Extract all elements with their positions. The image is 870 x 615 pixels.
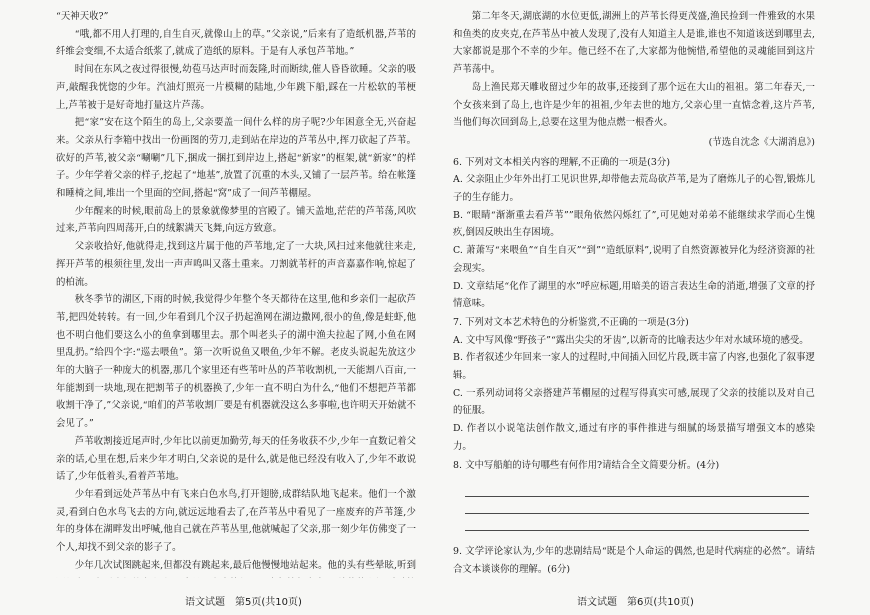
question-6 [453, 154, 815, 313]
right-page [453, 8, 815, 578]
answer-line[interactable] [465, 514, 809, 531]
left-paragraph: “天神天收?” [56, 11, 109, 22]
question-stem: 9. 文学评论家认为,少年的悲剧结局“既是个人命运的偶然,也是时代病症的必然”。请结合文本谈谈你的理解。(6分) [453, 546, 815, 575]
question-stem: 8. 文中写船舶的诗句哪些有何作用?请结合全文简要分析。(4分) [453, 459, 720, 471]
answer-option[interactable]: A. 父亲阻止少年外出打工见识世界,却带他去荒岛砍芦苇,是为了磨炼儿子的心智,锻炼儿子的生存能力。 [453, 174, 815, 204]
left-paragraph: 秋冬季节的湖区,下雨的时候,我觉得少年整个冬天都待在这里,他和乡亲们一起砍芦苇,把四处转转。有一回,少年看到几个汉子扔起渔网在湖边撒网,很小的鱼,像是蛀虾,他也不明白他们要这么小的鱼拿到哪里去。那个叫老头子的湖中渔夫拉起了网,小鱼在网里乱扔。”给四个字:“巡去喂鱼”。第一次听说鱼又喂鱼,少年不解。老皮头说起先放这少年的大脑子一种庞大的机器,那几个家里还有些苇叶丛的芦苇收割机,一天能割八百亩,一年能割到一块地,现在把割苇子的机器换了,少年一直不明白为什么,“他们不想把芦苇都收割干净了,”父亲说,“咱们的芦苇收割厂要是有机器就没这么多事啦,也许明天开始就不会见了。” [56, 294, 416, 430]
question-8 [453, 457, 815, 532]
answer-option[interactable]: B. 作者叙述少年回来一家人的过程时,中间插入回忆片段,既丰富了内容,也强化了叙事逻辑。 [453, 352, 815, 382]
left-passage [56, 8, 416, 578]
left-paragraph: 时间在东风之夜过得很慢,幼苞马达声时而轰隆,时而断续,催人昏昏欲睡。父亲的吸声,敲醒我恍惚的少年。汽油灯照亮一片模糊的陆地,少年跳下船,踩在一片松软的苇梗上,芦苇被于是好奇地打量这片芦荡。 [56, 64, 416, 111]
left-paragraph: 把“家”安在这个陌生的岛上,父亲要盖一间什么样的房子呢?少年困意全无,兴奋起来。父亲从行李箱中找出一份画图的劳刀,走到站在岸边的芦苇丛中,挥刀砍起了芦苇。砍好的芦苇,被父亲“唰唰”几下,捆成一捆扛到岸边上,搭起“新家”的框架,就“新家”的样子。少年学着父亲的样子,挖起了“地基”,放置了沉重的木头,又铺了一层芦苇。给在帐篷和睡椅之间,堆出一个里面的空间,搭起“窝”成了一间芦苇棚屋。 [56, 117, 416, 200]
left-paragraph: 少年看到远处芦苇丛中有飞来白色水鸟,打开翅膀,成群结队地飞起来。他们一个激灵,看到白色水鸟飞去的方向,就远远地看去了,在芦苇丛中看见了一座废弃的芦苇篷,少年的身体在湖畔发出呼喊,他自己就在芦苇丛里,他就喊起了父亲,那一刻少年仿佛变了一个人,却找不到父亲的影子了。 [56, 488, 416, 554]
question-stem: 7. 下列对文本艺术特色的分析鉴赏,不正确的一项是(3分) [453, 316, 689, 328]
answer-option[interactable]: C. 萧萧写“来喂鱼”“自生自灭”“到”“造纸原料”,说明了自然资源被异化为经济资源的社会现实。 [453, 245, 815, 274]
answer-area[interactable] [453, 480, 815, 531]
question-9 [453, 543, 815, 578]
left-paragraph: 芦苇收割接近尾声时,少年比以前更加勤劳,每天的任务收获不少,少年一直数记着父亲的话,心里在想,后来少年才明白,父亲说的是什么,就是他已经没有收入了,少年不敢说话了,少年低着头,看着芦苇地。 [56, 435, 416, 483]
page-footer-right: 语文试题 第6页(共10页) [577, 597, 694, 608]
answer-line[interactable] [465, 480, 809, 497]
left-paragraph: 少年几次试图跳起来,但都没有跳起来,最后他慢慢地站起来。他的头有些晕眩,听到 [74, 559, 416, 571]
left-paragraph: 父亲收拾好,他就得走,找到这片属于他的芦苇地,定了一大块,风扫过来他就往来走,挥开芦苇的根须往里,发出一声声鸣叫又落土重来。刀割就苇杆的声音嘉嘉作响,惊起了的柏流。 [56, 241, 416, 288]
left-page [56, 8, 416, 578]
question-stem: 6. 下列对文本相关内容的理解,不正确的一项是(3分) [453, 156, 671, 168]
answer-option[interactable]: D. 文章结尾“化作了湖里的水”呼应标题,用暗美的语言表达生命的消逝,增强了文章的抒情意味。 [453, 280, 815, 310]
answer-option[interactable]: C. 一系列动词将父亲搭建芦苇棚屋的过程写得真实可感,展现了父亲的技能以及对自己的征服。 [453, 387, 815, 417]
answer-option[interactable]: A. 文中写风像“野孩子”“露出尖尖的牙齿”,以新奇的比喻表达少年对水域环境的感受。 [453, 334, 809, 346]
question-list [453, 154, 815, 578]
right-passage [453, 8, 815, 132]
left-paragraph: 少年醒来的时候,眼前岛上的景象就像梦里的宫殿了。铺天盖地,茫茫的芦苇荡,风吹过来,芦苇向四周荡开,白的绒絮满天飞舞,向远方致意。 [56, 205, 416, 235]
left-paragraph: “哦,都不用人打理的,自生自灭,就像山上的草。”父亲说,”后来有了造纸机器,芦苇的纤维会变细,不太适合纸浆了,就成了造纸的原料。于是有人承包芦苇地。” [56, 28, 416, 58]
source-citation: (节选自沈念《大湖消息》) [708, 136, 815, 148]
page-gutter [435, 0, 436, 615]
answer-option[interactable]: D. 作者以小说笔法创作散文,通过有序的事件推进与细腻的场景描写增强文本的感染力。 [453, 423, 815, 452]
page-footer-left: 语文试题 第5页(共10页) [185, 597, 302, 608]
answer-line[interactable] [465, 497, 809, 514]
right-paragraph: 第二年冬天,湖底湖的水位更低,湖洲上的芦苇长得更茂盛,渔民捡到一件雅致的水果和鱼类的皮夹克,在芦苇丛中被人发现了,没有人知道主人是谁,谁也不知道该送到哪里去,大家都说是那个不幸的少年。他已经不在了,大家都为他惋惜,希望他的灵魂能回到这片芦苇荡中。 [453, 11, 815, 76]
right-paragraph: 岛上渔民郑天雕收留过少年的故事,还接到了那个远在大山的祖祖。第二年春天,一个女孩来到了岛上,也许是少年的祖祖,少年去世的地方,父亲心里一直惦念着,这片芦苇,当他们每次回到岛上,总要在这里为他点燃一根香火。 [453, 81, 815, 129]
answer-option[interactable]: B. “眼睛“渐渐重去看芦苇””眼角依然闪烁红了”,可见她对弟弟不能继续求学而心生愧疚,倒因反映出生存困境。 [453, 209, 815, 239]
question-7 [453, 314, 815, 456]
